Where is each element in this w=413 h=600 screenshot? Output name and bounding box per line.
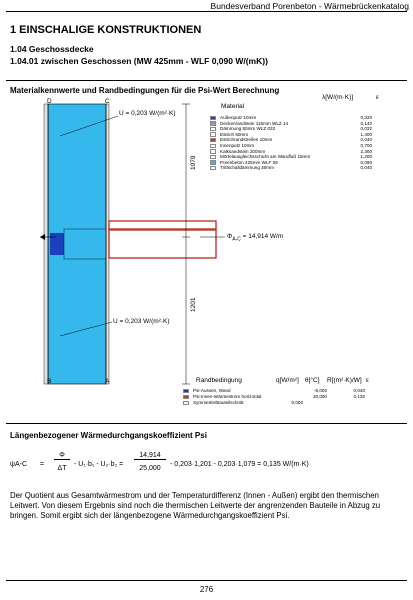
page-header: Bundesverband Porenbeton - Wärmebrückenkatalog <box>210 1 409 11</box>
corner-c-label: C <box>105 98 110 105</box>
dimension-bottom: 1201 <box>190 297 197 312</box>
material-name: Innenputz 10mm <box>220 142 255 148</box>
material-name: Porenbeton 425mm WLF 09 <box>220 159 278 165</box>
divider <box>6 423 407 424</box>
material-swatch <box>210 144 216 148</box>
material-swatch <box>210 132 216 136</box>
material-swatch <box>210 138 216 142</box>
psi-heading: Längenbezogener Wärmedurchgangskoeffizient Psi <box>10 431 207 440</box>
materials-heading: Materialkennwerte und Randbedingungen für die Psi-Wert Berechnung <box>10 86 280 95</box>
material-swatch <box>210 160 216 164</box>
boundary-r-header: R[(m²·K)/W] <box>327 377 362 384</box>
material-name: Dämmung 50mm WLZ 032 <box>220 126 276 132</box>
boundary-legend-list <box>183 388 398 406</box>
formula-lhs: ψA-C <box>10 461 28 468</box>
formula-frac1-num: Φ <box>54 452 70 460</box>
floor-slab <box>109 230 216 258</box>
corner-b-label: B <box>47 378 52 385</box>
boundary-legend-title: Randbedingung <box>196 377 242 384</box>
material-lambda: 0,040 <box>360 165 372 171</box>
material-lambda: 0,090 <box>360 159 372 165</box>
material-swatch <box>210 166 216 170</box>
header-rule <box>6 11 407 12</box>
material-eps-header: ε <box>376 94 379 101</box>
corner-d-label: D <box>47 98 52 105</box>
section-title: 1.04 Geschossdecke <box>10 44 94 54</box>
boundary-swatch <box>183 401 189 405</box>
formula-terms: - U₁·b₁ - U₂·b₂ = <box>74 461 124 468</box>
material-lambda: 2,300 <box>360 148 372 154</box>
boundary-q: 0,000 <box>291 400 303 405</box>
material-lambda: 0,032 <box>360 126 372 132</box>
material-lambda: 0,140 <box>360 120 372 126</box>
edge-insulation <box>50 233 64 255</box>
material-name: Estrichrandstreifen 10mm <box>220 137 273 143</box>
material-legend-list <box>210 115 400 171</box>
boundary-row <box>183 400 398 406</box>
boundary-r: 0,040 <box>353 388 365 393</box>
material-name: Kalksandstein 200mm <box>220 148 266 154</box>
material-lambda: 1,400 <box>360 131 372 137</box>
explanation-paragraph: Der Quotient aus Gesamtwärmestrom und der Temperaturdifferenz (Innen - Außen) ergibt den thermischen Leitwert. Von diesem Ergebnis sind noch die thermischen Leitwerte der angrenzenden Bauteile in Abzug zu bringen. Somit ergibt sich der längenbezogene Wärmedurchgangskoeffizient Psi. <box>10 491 381 521</box>
material-lambda-header: λ[W/(m·K)] <box>322 94 354 101</box>
material-name: Trittschalldämmung 30mm <box>220 165 274 171</box>
material-row <box>210 165 400 171</box>
screed-layer <box>109 221 216 229</box>
page-number: 276 <box>199 585 214 594</box>
material-legend-title: Material <box>221 103 245 110</box>
formula-result: - 0,203·1,201 - 0,203·1,079 = 0,135 W/(m·K) <box>170 461 309 468</box>
boundary-swatch <box>183 389 189 393</box>
edge-block <box>64 229 106 259</box>
material-swatch <box>210 116 216 120</box>
material-swatch <box>210 127 216 131</box>
u-value-top: U = 0,203 W/(m²·K) <box>119 110 176 117</box>
material-lambda: 0,700 <box>360 142 372 148</box>
corner-a-label: A <box>105 378 110 385</box>
boundary-swatch <box>183 395 189 399</box>
boundary-theta: 20,000 <box>312 394 327 399</box>
material-lambda: 0,320 <box>360 115 372 120</box>
boundary-r: 0,130 <box>353 394 365 399</box>
material-name: Estrich 50mm <box>220 131 249 137</box>
render-exterior <box>44 104 48 384</box>
u-value-bottom: U = 0,203 W/(m²·K) <box>113 318 170 325</box>
footer-rule <box>6 580 407 581</box>
boundary-name: Symmetrie/Bauteilschnitt <box>193 400 244 405</box>
divider <box>6 80 407 81</box>
material-name: Deckenrandstein 115mm WLZ 14 <box>220 120 289 126</box>
material-name: Außenputz 10mm <box>220 115 257 120</box>
phi-label: $\Phi_{A-C} = 14,914$ W/m <box>227 233 284 243</box>
material-name: Mörtelausgleichsschicht am Wandfuß 15mm <box>220 154 311 160</box>
chapter-title: 1 EINSCHALIGE KONSTRUKTIONEN <box>10 24 202 36</box>
formula-frac2-num: 14,914 <box>134 452 166 460</box>
dimension-top: 1079 <box>190 155 197 170</box>
material-lambda: 1,200 <box>360 154 372 160</box>
formula-frac1-den: ΔT <box>57 465 67 472</box>
boundary-name: Psi-Innen-Wärmestrom horizontal <box>193 394 262 399</box>
subsection-title: 1.04.01 zwischen Geschossen (MW 425mm - WLF 0,090 W/(mK)) <box>10 56 268 66</box>
material-swatch <box>210 121 216 125</box>
material-swatch <box>210 155 216 159</box>
boundary-eps-header: ε <box>366 377 369 384</box>
psi-formula: ψA-C = Φ ΔT - U₁·b₁ - U₂·b₂ = 14,914 25,000 - 0,203·1,201 - 0,203·1,079 = 0,135 W/(m·K) <box>10 452 309 472</box>
flux-arrow-head <box>40 234 45 240</box>
boundary-theta: -5,000 <box>313 388 327 393</box>
boundary-name: Psi-Aussen, Wand <box>193 388 231 393</box>
boundary-q-header: q[W/m²] <box>276 377 299 384</box>
material-lambda: 0,040 <box>360 137 372 143</box>
boundary-theta-header: θ[°C] <box>305 377 320 384</box>
formula-frac2-den: 25,000 <box>139 465 161 472</box>
material-swatch <box>210 149 216 153</box>
